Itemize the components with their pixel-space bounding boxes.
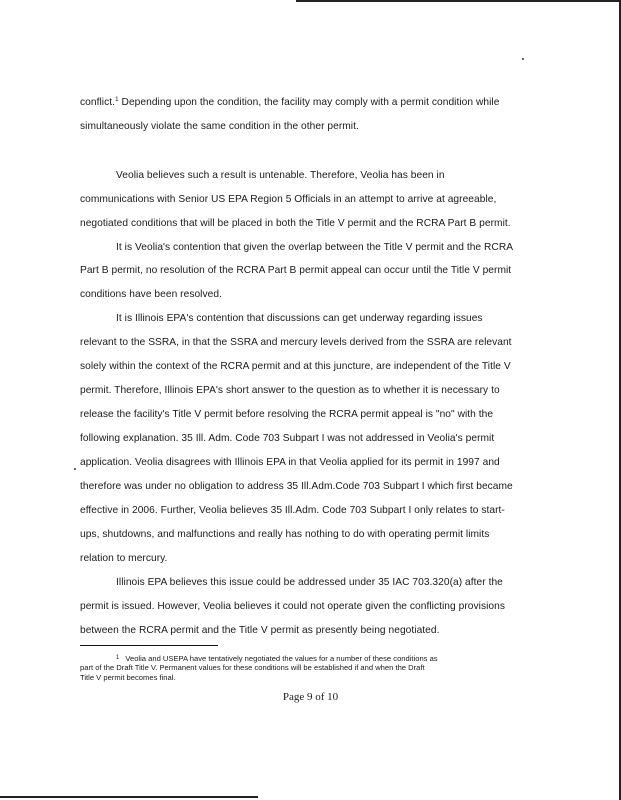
paragraph-first-line: Veolia believes such a result is untenable. Therefore, Veolia has been in: [116, 170, 445, 181]
body-line: release the facility's Title V permit before resolving the RCRA permit appeal is "no" with the: [80, 409, 494, 420]
body-line: conflict.$^1$ Depending upon the condition, the facility may comply with a permit condition while: [80, 96, 500, 108]
body-line: relation to mercury.: [80, 553, 168, 564]
body-line: application. Veolia disagrees with Illinois EPA in that Veolia applied for its permit in 1997 and: [80, 457, 500, 468]
body-line: following explanation. 35 Ill. Adm. Code 703 Subpart I was not addressed in Veolia's permit: [80, 433, 495, 444]
body-line: effective in 2006. Further, Veolia believes 35 Ill.Adm. Code 703 Subpart I only relates to start-: [80, 505, 505, 516]
body-line: conditions have been resolved.: [80, 289, 222, 300]
scan-speck: [74, 468, 76, 470]
body-line: simultaneously violate the same condition in the other permit.: [80, 121, 359, 132]
footnote-reference[interactable]: 1: [115, 96, 119, 103]
footnote-line: part of the Draft Title V. Permanent values for these conditions will be established if and when the Draft: [80, 663, 425, 672]
body-line: communications with Senior US EPA Region 5 Officials in an attempt to arrive at agreeable,: [80, 194, 497, 205]
body-line: therefore was under no obligation to address 35 Ill.Adm.Code 703 Subpart I which first became: [80, 481, 513, 492]
body-line: permit is issued. However, Veolia believes it could not operate given the conflicting provisions: [80, 601, 505, 612]
body-line: Part B permit, no resolution of the RCRA Part B permit appeal can occur until the Title V permit: [80, 265, 512, 276]
footnote-line: $^1$ Veolia and USEPA have tentatively negotiated the values for a number of these conditions as: [116, 654, 438, 663]
page-number: Page 9 of 10: [282, 691, 339, 703]
paragraph-first-line: Illinois EPA believes this issue could be addressed under 35 IAC 703.320(a) after the: [116, 577, 503, 588]
body-line: relevant to the SSRA, in that the SSRA and mercury levels derived from the SSRA are relevant: [80, 337, 512, 348]
scan-speck: [522, 58, 524, 60]
paragraph-first-line: It is Veolia's contention that given the overlap between the Title V permit and the RCRA: [116, 242, 514, 253]
footnote-separator: [80, 645, 218, 646]
body-line: solely within the context of the RCRA permit and at this juncture, are independent of the Title V: [80, 361, 511, 372]
body-line: between the RCRA permit and the Title V permit as presently being negotiated.: [80, 625, 440, 636]
body-line: permit. Therefore, Illinois EPA's short answer to the question as to whether it is necessary to: [80, 385, 500, 396]
body-line: ups, shutdowns, and malfunctions and really has nothing to do with operating permit limits: [80, 529, 490, 540]
footnote-line: Title V permit becomes final.: [80, 673, 176, 682]
body-line: negotiated conditions that will be placed in both the Title V permit and the RCRA Part B permit.: [80, 218, 511, 229]
scan-edge-bottom: [0, 796, 258, 798]
scan-edge-top: [296, 0, 621, 2]
footnote-marker: 1: [116, 655, 120, 661]
paragraph-first-line: It is Illinois EPA's contention that discussions can get underway regarding issues: [116, 313, 483, 324]
